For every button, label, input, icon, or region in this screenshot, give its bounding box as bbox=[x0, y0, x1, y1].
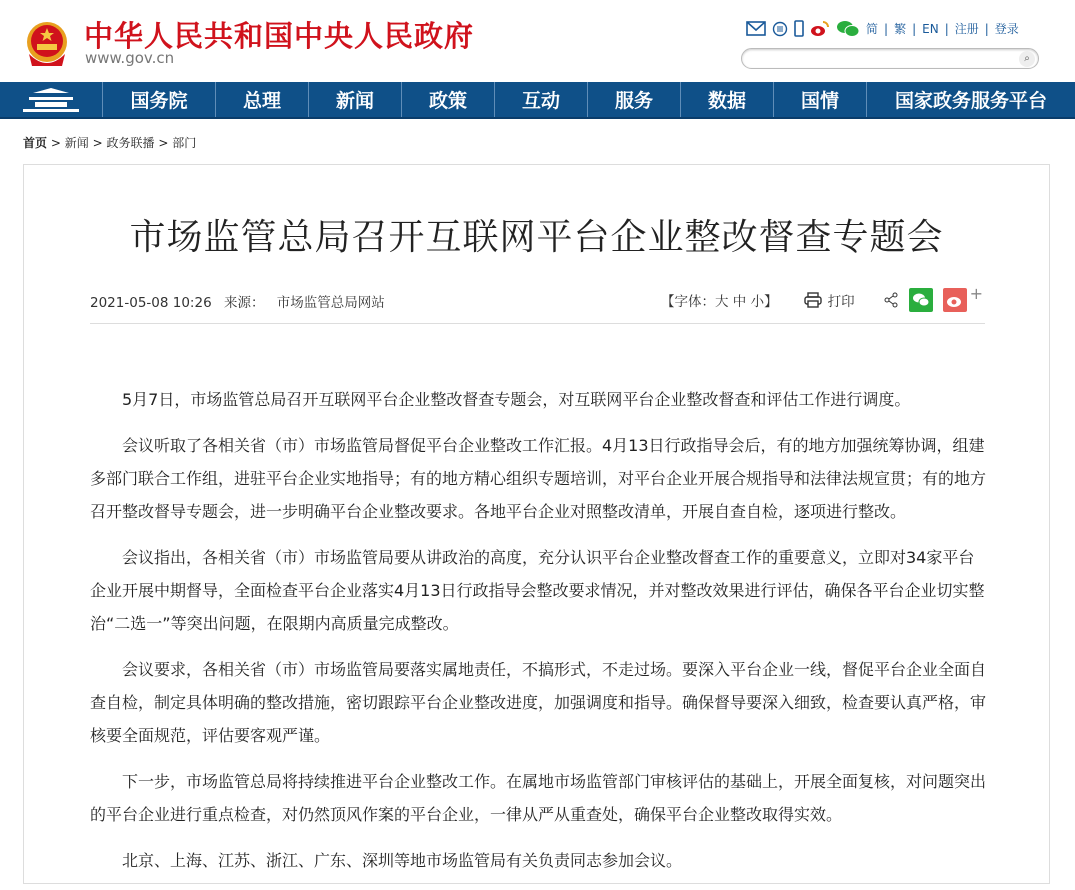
print-button[interactable]: 打印 bbox=[827, 294, 855, 310]
mail-icon[interactable] bbox=[746, 21, 766, 36]
weibo-icon[interactable] bbox=[810, 20, 830, 37]
source-name: 市场监管总局网站 bbox=[276, 295, 385, 311]
article-title: 市场监管总局召开互联网平台企业整改督查专题会 bbox=[129, 217, 944, 258]
paragraph: 会议要求，各相关省（市）市场监管局要落实属地责任，不搞形式，不走过场。要深入平台企业一线，督促平台企业全面自查自检，制定具体明确的整改措施，密切跟踪平台企业整改进度，加强调度和指导。确保督导要深入细致，检查要认真严格，审核要全面规范，评估要客观严谨。 bbox=[90, 660, 987, 745]
search-icon[interactable]: ⌕ bbox=[1019, 51, 1035, 67]
breadcrumb-news[interactable]: 新闻 bbox=[64, 136, 89, 150]
nav-home-logo[interactable] bbox=[0, 82, 103, 117]
breadcrumb-home[interactable]: 首页 bbox=[23, 136, 48, 150]
breadcrumb-sep: > bbox=[50, 136, 61, 150]
register-link[interactable]: 注册 bbox=[954, 22, 979, 36]
breadcrumb-gov-affairs[interactable]: 政务联播 bbox=[106, 136, 155, 150]
national-emblem-icon bbox=[24, 20, 70, 70]
publish-date: 2021-05-08 10:26 bbox=[90, 295, 212, 311]
nav-item-gov-service-platform[interactable]: 国家政务服务平台 bbox=[894, 90, 1047, 112]
nav-item-premier[interactable]: 总理 bbox=[216, 82, 309, 117]
wechat-icon[interactable] bbox=[836, 20, 860, 37]
source-label: 来源： bbox=[223, 295, 265, 311]
wechat-share-icon[interactable] bbox=[909, 288, 933, 312]
print-icon[interactable] bbox=[804, 292, 822, 308]
site-title[interactable]: 中华人民共和国中央人民政府 bbox=[84, 19, 475, 53]
weibo-share-icon[interactable] bbox=[943, 288, 967, 312]
lang-english-link[interactable]: EN bbox=[922, 21, 939, 36]
divider bbox=[90, 323, 985, 324]
lang-traditional-link[interactable]: 繁 bbox=[894, 22, 907, 36]
top-links: 简 | 繁 | EN | 注册 | 登录 bbox=[746, 20, 1019, 37]
nav-item-policy[interactable]: 政策 bbox=[402, 82, 495, 117]
article-body bbox=[90, 383, 990, 890]
nav-item-services[interactable]: 服务 bbox=[588, 82, 681, 117]
nav-item-interaction[interactable]: 互动 bbox=[495, 82, 588, 117]
main-nav bbox=[0, 82, 1075, 119]
paragraph: 下一步，市场监管总局将持续推进平台企业整改工作。在属地市场监管部门审核评估的基础上，开展全面复核，对问题突出的平台企业进行重点检查，对仍然顶风作案的平台企业，一律从严从重查处，确保平台企业整改取得实效。 bbox=[90, 772, 987, 824]
search-input[interactable] bbox=[752, 50, 1022, 69]
paragraph: 会议指出，各相关省（市）市场监管局要从讲政治的高度，充分认识平台企业整改督查工作的重要意义，立即对34家平台企业开展中期督导，全面检查平台企业落实4月13日行政指导会整改要求情况，并对整改效果进行评估，确保各平台企业切实整治“二选一”等突出问题，在限期内高质量完成整改。 bbox=[90, 548, 985, 633]
breadcrumb-sep: > bbox=[158, 136, 169, 150]
message-icon[interactable] bbox=[772, 21, 788, 37]
site-header bbox=[0, 0, 1075, 82]
lang-simplified-link[interactable]: 简 bbox=[866, 22, 879, 36]
search-box bbox=[741, 48, 1039, 69]
mobile-icon[interactable] bbox=[794, 20, 804, 37]
nav-item-data[interactable]: 数据 bbox=[681, 82, 774, 117]
article-meta bbox=[90, 291, 393, 311]
paragraph: 北京、上海、江苏、浙江、广东、深圳等地市场监管局有关负责同志参加会议。 bbox=[122, 851, 683, 870]
breadcrumb bbox=[23, 134, 196, 151]
article-tools bbox=[661, 283, 983, 312]
more-share-button[interactable]: + bbox=[969, 283, 983, 303]
breadcrumb-departments[interactable]: 部门 bbox=[172, 136, 197, 150]
nav-item-news[interactable]: 新闻 bbox=[309, 82, 402, 117]
login-link[interactable]: 登录 bbox=[994, 22, 1019, 36]
nav-item-national-info[interactable]: 国情 bbox=[774, 82, 867, 117]
nav-item-state-council[interactable]: 国务院 bbox=[103, 82, 216, 117]
share-icon[interactable] bbox=[883, 292, 899, 308]
paragraph: 5月7日，市场监管总局召开互联网平台企业整改督查专题会，对互联网平台企业整改督查和评估工作进行调度。 bbox=[122, 390, 911, 409]
paragraph: 会议听取了各相关省（市）市场监管局督促平台企业整改工作汇报。4月13日行政指导会后，有的地方加强统筹协调，组建多部门联合工作组，进驻平台企业实地指导；有的地方精心组织专题培训，对平台企业开展合规指导和法律法规宣贯；有的地方召开整改督导专题会，进一步明确平台企业整改要求。各地平台企业对照整改清单，开展自查自检，逐项进行整改。 bbox=[90, 436, 987, 521]
article bbox=[23, 164, 1050, 884]
breadcrumb-sep: > bbox=[92, 136, 103, 150]
tiananmen-icon bbox=[21, 87, 81, 113]
font-size-control[interactable]: 【字体：大 中 小】 bbox=[661, 294, 778, 310]
site-url[interactable]: www.gov.cn bbox=[85, 49, 175, 67]
